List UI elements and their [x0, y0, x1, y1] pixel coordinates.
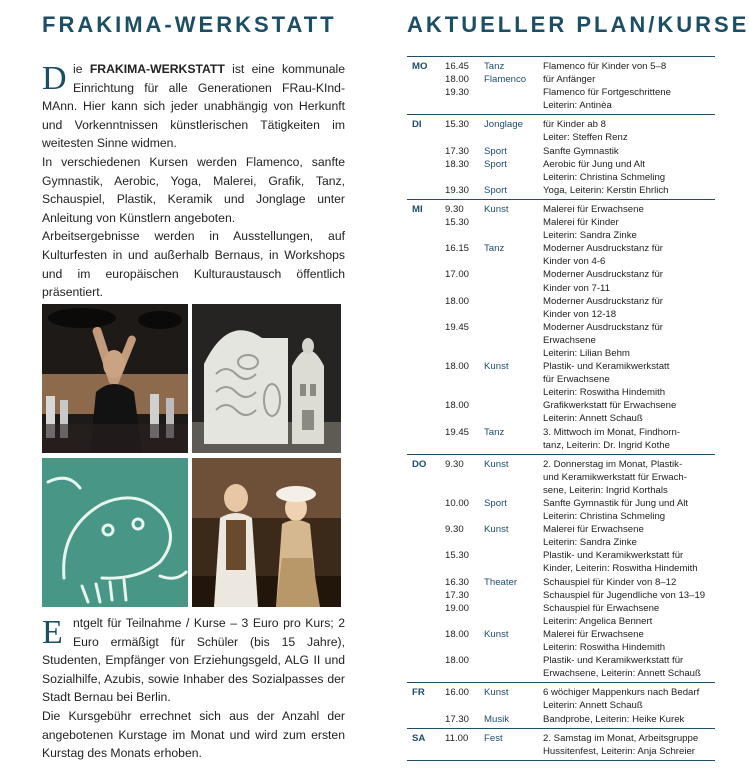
- schedule-row: [407, 510, 715, 523]
- schedule-time: 15.30: [445, 119, 470, 131]
- schedule-row: [407, 713, 715, 726]
- schedule-description: Kinder von 12-18: [543, 308, 617, 320]
- theater-play-photo: [192, 458, 341, 607]
- schedule-description: Malerei für Erwachsene: [543, 524, 644, 536]
- schedule-row: [407, 373, 715, 386]
- schedule-row: [407, 589, 715, 602]
- schedule-description: Moderner Ausdruckstanz für: [543, 295, 663, 307]
- schedule-time: 15.30: [445, 550, 470, 562]
- schedule-time: 11.00: [445, 732, 469, 744]
- schedule-row: [407, 641, 715, 654]
- schedule-description: Flamenco für Fortgeschrittene: [543, 87, 671, 99]
- schedule-description: Aerobic für Jung und Alt: [543, 158, 645, 170]
- schedule-row: [407, 131, 715, 144]
- schedule-category: Flamenco: [484, 74, 527, 86]
- schedule-description: Sanfte Gymnastik für Jung und Alt: [543, 498, 689, 509]
- schedule-row: [407, 360, 715, 373]
- fees-paragraph: [42, 614, 345, 707]
- schedule-time: 18.00: [445, 361, 470, 373]
- schedule-time: 17.30: [445, 713, 470, 725]
- schedule-time: 18.00: [445, 295, 470, 307]
- schedule-category: Theater: [484, 576, 518, 588]
- schedule-description: Leiter: Steffen Renz: [543, 132, 628, 144]
- schedule-time: 19.45: [445, 321, 470, 333]
- schedule-day-label: DO: [412, 458, 427, 470]
- schedule-day-label: MI: [412, 203, 423, 215]
- schedule-row: [407, 667, 715, 680]
- schedule-time: 18.00: [445, 655, 470, 667]
- schedule-time: 9.30: [445, 458, 464, 470]
- schedule-time: 18.00: [445, 400, 470, 412]
- schedule-description: Schauspiel für Kinder von 8–12: [543, 576, 677, 588]
- schedule-row: [407, 86, 715, 99]
- schedule-day-label: MO: [412, 61, 428, 72]
- schedule-description: Erwachsene, Leiterin: Annett Schauß: [543, 668, 701, 680]
- schedule-day-mo: [407, 56, 715, 114]
- schedule-row: [407, 99, 715, 112]
- schedule-time: 9.30: [445, 203, 464, 215]
- schedule-description: Leiterin: Roswitha Hindemith: [543, 642, 666, 654]
- intro-bold-name: FRAKIMA-WERKSTATT: [89, 62, 225, 76]
- schedule-row: [407, 549, 715, 562]
- schedule-description: Malerei für Kinder: [543, 217, 619, 229]
- schedule-category: Sport: [484, 498, 507, 509]
- schedule-description: Malerei für Erwachsene: [543, 628, 644, 640]
- schedule-row: [407, 654, 715, 667]
- intro-text-block: [42, 60, 345, 302]
- schedule-description: Plastik- und Keramikwerkstatt für: [543, 550, 684, 562]
- schedule-row: [407, 60, 715, 73]
- schedule-row: [407, 171, 715, 184]
- schedule-row: [407, 295, 715, 308]
- schedule-time: 17.30: [445, 589, 470, 601]
- schedule-description: tanz, Leiterin: Dr. Ingrid Kothe: [543, 439, 670, 451]
- schedule-category: Tanz: [484, 426, 505, 438]
- schedule-row: [407, 523, 715, 536]
- schedule-row: [407, 216, 715, 229]
- schedule-row: [407, 471, 715, 484]
- exhibitions-paragraph: Arbeitsergebnisse werden in Ausstellungen, auf Kulturfesten in und außerhalb Bernaus, in Workshops und im europäischen Kulturaustausch öffentlich präsentiert.: [42, 229, 345, 300]
- schedule-description: Leiterin: Annett Schauß: [543, 413, 643, 425]
- schedule-category: Musik: [484, 713, 510, 725]
- schedule-time: 19.30: [445, 87, 470, 99]
- schedule-row: [407, 255, 715, 268]
- schedule-time: 15.30: [445, 217, 470, 229]
- schedule-time: 16.15: [445, 243, 470, 255]
- schedule-description: Malerei für Erwachsene: [543, 203, 644, 215]
- schedule-row: [407, 699, 715, 712]
- schedule-description: Kinder von 7-11: [543, 282, 611, 294]
- schedule-time: 17.30: [445, 145, 470, 157]
- schedule-description: Leiterin: Annett Schauß: [543, 700, 643, 712]
- schedule-category: Tanz: [484, 61, 505, 72]
- schedule-description: Sanfte Gymnastik: [543, 145, 619, 157]
- schedule-description: Erwachsene: [543, 334, 596, 346]
- drop-cap-e: E: [42, 614, 63, 651]
- schedule-description: Schauspiel für Erwachsene: [543, 602, 660, 614]
- schedule-time: 19.30: [445, 184, 470, 196]
- schedule-description: sene, Leiterin: Ingrid Korthals: [543, 484, 668, 496]
- schedule-description: Grafikwerkstatt für Erwachsene: [543, 400, 677, 412]
- schedule-description: Schauspiel für Jugendliche von 13–19: [543, 589, 706, 601]
- schedule-row: [407, 628, 715, 641]
- schedule-description: 2. Donnerstag im Monat, Plastik-: [543, 458, 683, 470]
- fees-text: ntgelt für Teilnahme / Kurse – 3 Euro pro Kurs; 2 Euro ermäßigt für Schüler (bis 15 Jahre), Studenten, Empfänger von Erziehungsgeld, ALG II und Sozialhilfe, Azubis, sowie Inhaber des Sozialpasses der Stadt Bernau bei Berlin.: [42, 616, 345, 705]
- schedule-row: [407, 745, 715, 758]
- schedule-row: [407, 497, 715, 510]
- schedule-row: [407, 282, 715, 295]
- schedule-description: Plastik- und Keramikwerkstatt für: [543, 655, 684, 667]
- schedule-row: [407, 118, 715, 131]
- left-heading: FRAKIMA-WERKSTATT: [42, 12, 337, 37]
- schedule-description: 6 wöchiger Mappenkurs nach Bedarf: [543, 687, 700, 699]
- schedule-day-mi: [407, 199, 715, 454]
- schedule-description: und Keramikwerkstatt für Erwach-: [543, 471, 687, 483]
- schedule-row: [407, 268, 715, 281]
- fees-text-block: [42, 614, 345, 763]
- schedule-description: 3. Mittwoch im Monat, Findhorn-: [543, 426, 681, 438]
- schedule-row: [407, 412, 715, 425]
- courses-paragraph: In verschiedenen Kursen werden Flamenco, sanfte Gymnastik, Aerobic, Yoga, Malerei, Grafik, Tanz, Schauspiel, Plastik, Keramik und Jonglage unter Anleitung von Künstlern angeboten.: [42, 154, 345, 225]
- schedule-category: Kunst: [484, 687, 509, 699]
- schedule-time: 18.00: [445, 74, 470, 86]
- schedule-time: 16.45: [445, 61, 470, 72]
- schedule-row: [407, 426, 715, 439]
- schedule-time: 9.30: [445, 524, 464, 536]
- schedule-row: [407, 732, 715, 745]
- schedule-description: Bandprobe, Leiterin: Heike Kurek: [543, 713, 685, 725]
- schedule-time: 19.45: [445, 426, 470, 438]
- schedule-description: Leiterin: Angelica Bennert: [543, 615, 653, 627]
- schedule-time: 16.00: [445, 687, 470, 699]
- schedule-category: Kunst: [484, 361, 509, 373]
- schedule-category: Tanz: [484, 243, 505, 255]
- schedule-row: [407, 158, 715, 171]
- schedule-row: [407, 615, 715, 628]
- schedule-description: Hussitenfest, Leiterin: Anja Schreier: [543, 745, 695, 757]
- schedule-category: Kunst: [484, 628, 509, 640]
- schedule-description: Leiterin: Sandra Zinke: [543, 230, 637, 242]
- schedule-row: [407, 576, 715, 589]
- drop-cap-d: D: [42, 60, 67, 97]
- schedule-description: Plastik- und Keramikwerkstatt: [543, 361, 670, 373]
- schedule-description: Leiterin: Christina Schmeling: [543, 171, 666, 183]
- fee-calculation-paragraph: Die Kursgebühr errechnet sich aus der Anzahl der angebotenen Kurstage im Monat und wird zum ersten Kurstag des Monats erhoben.: [42, 708, 345, 761]
- schedule-category: Sport: [484, 145, 507, 157]
- schedule-time: 17.00: [445, 269, 470, 281]
- schedule-time: 10.00: [445, 498, 470, 509]
- schedule-row: [407, 562, 715, 575]
- schedule-category: Jonglage: [484, 119, 523, 131]
- schedule-description: für Kinder ab 8: [543, 119, 606, 131]
- schedule-row: [407, 386, 715, 399]
- schedule-category: Kunst: [484, 524, 509, 536]
- schedule-description: Moderner Ausdruckstanz für: [543, 269, 663, 281]
- schedule-description: Yoga, Leiterin: Kerstin Ehrlich: [543, 184, 669, 196]
- schedule-row: [407, 439, 715, 452]
- schedule-day-label: SA: [412, 732, 426, 744]
- schedule-row: [407, 399, 715, 412]
- schedule-category: Kunst: [484, 458, 509, 470]
- children-painting-photo: [42, 458, 188, 607]
- schedule-row: [407, 347, 715, 360]
- schedule-category: Sport: [484, 158, 507, 170]
- schedule-description: für Erwachsene: [543, 374, 610, 386]
- schedule-time: 18.30: [445, 158, 470, 170]
- schedule-row: [407, 334, 715, 347]
- schedule-category: Sport: [484, 184, 507, 196]
- schedule-time: 19.00: [445, 602, 470, 614]
- schedule-row: [407, 184, 715, 197]
- schedule-category: Kunst: [484, 203, 509, 215]
- schedule-row: [407, 321, 715, 334]
- schedule-day-di: [407, 114, 715, 199]
- schedule-description: für Anfänger: [543, 74, 596, 86]
- right-heading: AKTUELLER PLAN/KURSE: [407, 12, 749, 37]
- schedule-row: [407, 536, 715, 549]
- schedule-description: Leiterin: Christina Schmeling: [543, 511, 666, 523]
- schedule-description: Leiterin: Sandra Zinke: [543, 537, 637, 549]
- schedule-row: [407, 602, 715, 615]
- schedule-day-fr: [407, 682, 715, 727]
- schedule-row: [407, 242, 715, 255]
- schedule-description: Kinder von 4-6: [543, 256, 606, 268]
- schedule-category: Fest: [484, 732, 503, 744]
- intro-paragraph: [42, 60, 345, 153]
- schedule-time: 18.00: [445, 628, 470, 640]
- schedule-row: [407, 229, 715, 242]
- schedule-description: Kinder, Leiterin: Roswitha Hindemith: [543, 563, 698, 575]
- schedule-row: [407, 686, 715, 699]
- intro-text: ist eine kommunale Einrichtung für alle Generationen FRau-KInd-MAnn. Hier kann sich jeder unabhängig von Herkunft und Vorkenntnissen künstlerischen Tätigkeiten im weitesten Sinne widmen.: [42, 62, 346, 151]
- schedule-description: Flamenco für Kinder von 5–8: [543, 61, 667, 72]
- schedule-description: Leiterin: Lilian Behm: [543, 347, 630, 359]
- schedule-day-sa: [407, 728, 715, 761]
- schedule-row: [407, 73, 715, 86]
- schedule-description: Moderner Ausdruckstanz für: [543, 321, 663, 333]
- schedule-day-label: DI: [412, 119, 422, 131]
- schedule-description: Moderner Ausdruckstanz für: [543, 243, 663, 255]
- schedule-day-do: [407, 454, 715, 683]
- schedule-description: Leiterin: Roswitha Hindemith: [543, 387, 666, 399]
- schedule-row: [407, 145, 715, 158]
- flamenco-dancers-photo: [42, 304, 188, 453]
- schedule-day-label: FR: [412, 687, 425, 699]
- ceramic-church-photo: [192, 304, 341, 453]
- course-schedule-table: [407, 56, 715, 761]
- schedule-row: [407, 458, 715, 471]
- schedule-row: [407, 308, 715, 321]
- intro-first-word-rest: ie: [73, 62, 83, 76]
- schedule-description: 2. Samstag im Monat, Arbeitsgruppe: [543, 732, 699, 744]
- schedule-description: Leiterin: Antinèa: [543, 100, 612, 112]
- schedule-time: 16.30: [445, 576, 470, 588]
- schedule-row: [407, 203, 715, 216]
- schedule-row: [407, 484, 715, 497]
